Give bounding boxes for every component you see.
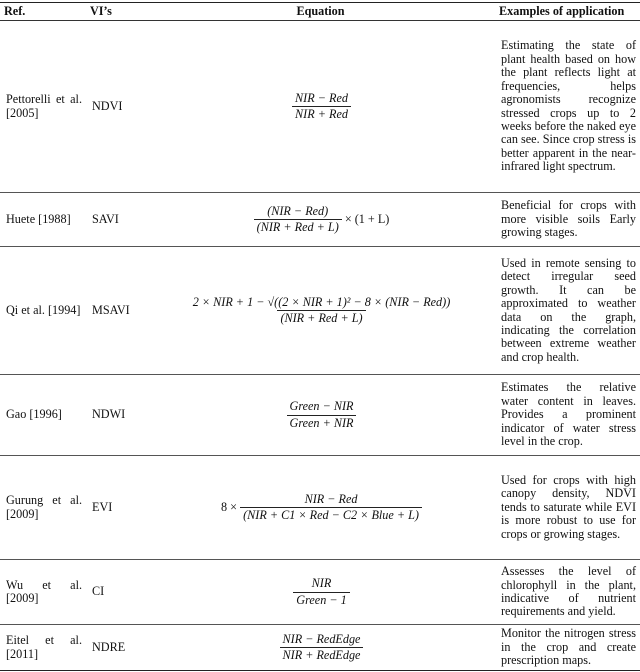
equation-cell [146, 625, 495, 671]
equation-fraction [190, 296, 454, 326]
equation-denominator: (NIR + Red + L) [254, 219, 342, 234]
table-row [0, 625, 640, 671]
example-cell: Beneficial for crops with more visible soils Early growing stages. [495, 193, 640, 247]
equation-fraction [293, 577, 349, 607]
example-cell: Monitor the nitrogen stress in the crop and create prescription maps. [501, 626, 636, 668]
header-vi: VI’s [86, 3, 146, 21]
table-row [0, 247, 640, 375]
example-cell: Estimating the state of plant health based on how the plant reflects light at frequencies, helps agronomists recognize stressed crops up to 2 weeks before the naked eye can see. Since crop stress is better apparent in the near-infrared light spectrum. [495, 21, 640, 193]
vi-cell: NDVI [86, 21, 146, 193]
ref-cell: Wu et al. [2009] [0, 560, 86, 625]
ref-cell: Huete [1988] [0, 193, 86, 247]
ref-cell: Gurung et al. [2009] [0, 456, 86, 560]
equation-cell [146, 456, 495, 560]
equation-cell [146, 21, 495, 193]
example-cell: Used for crops with high canopy density, NDVI tends to saturate while EVI is more robust to use for crops or growing stages. [495, 456, 640, 560]
equation-denominator: NIR + RedEdge [280, 647, 364, 662]
vi-cell: NDRE [92, 639, 126, 654]
table-row [0, 560, 640, 625]
table-row [0, 21, 640, 193]
equation-numerator: Green − NIR [289, 399, 354, 414]
equation-denominator: (NIR + Red + L) [277, 310, 365, 325]
equation-numerator: NIR − Red [295, 90, 348, 105]
table-row [0, 193, 640, 247]
equation-fraction [240, 493, 422, 523]
example-cell: Estimates the relative water content in leaves. Provides a prominent indicator of water stress level in the crop. [495, 375, 640, 456]
equation-prefix: 8 × [221, 499, 238, 514]
equation-cell [146, 560, 495, 625]
equation-denominator: (NIR + C1 × Red − C2 × Blue + L) [240, 507, 422, 522]
equation-fraction [292, 92, 351, 122]
header-row [0, 3, 640, 21]
equation-numerator: NIR [311, 576, 332, 591]
vegetation-indices-table [0, 2, 640, 671]
table-row [0, 456, 640, 560]
ref-cell: Qi et al. [1994] [0, 247, 86, 375]
equation-numerator: NIR − RedEdge [282, 631, 361, 646]
example-cell: Assesses the level of chlorophyll in the plant, indicative of nutrient requirements and yield. [495, 560, 640, 625]
equation-fraction [254, 205, 342, 235]
header-equation: Equation [146, 3, 495, 21]
equation-denominator: NIR + Red [292, 106, 351, 121]
vi-cell: MSAVI [86, 247, 146, 375]
ref-cell: Pettorelli et al. [2005] [0, 21, 86, 193]
equation-denominator: Green − 1 [293, 592, 349, 607]
equation-numerator: (NIR − Red) [267, 203, 329, 218]
header-examples: Examples of application [495, 3, 640, 21]
example-cell: Used in remote sensing to detect irregular seed growth. It can be approximated to weather data on the graph, indicating the correlation between extreme weather and crop health. [495, 247, 640, 375]
vi-cell: NDWI [86, 375, 146, 456]
equation-cell [146, 247, 495, 375]
equation-denominator: Green + NIR [287, 415, 357, 430]
equation-suffix: × (1 + L) [344, 211, 390, 226]
vi-cell: SAVI [86, 193, 146, 247]
equation-fraction [287, 400, 357, 430]
ref-cell: Eitel et al. [2011] [6, 633, 82, 661]
ref-cell: Gao [1996] [0, 375, 86, 456]
header-ref: Ref. [0, 3, 86, 21]
vi-cell: CI [86, 560, 146, 625]
equation-numerator: NIR − Red [304, 491, 358, 506]
equation-cell [146, 193, 495, 247]
equation-cell [146, 375, 495, 456]
equation-numerator: 2 × NIR + 1 − √((2 × NIR + 1)² − 8 × (NIR − Red)) [192, 294, 451, 309]
vi-cell: EVI [86, 456, 146, 560]
equation-fraction [280, 633, 364, 663]
table-row [0, 375, 640, 456]
